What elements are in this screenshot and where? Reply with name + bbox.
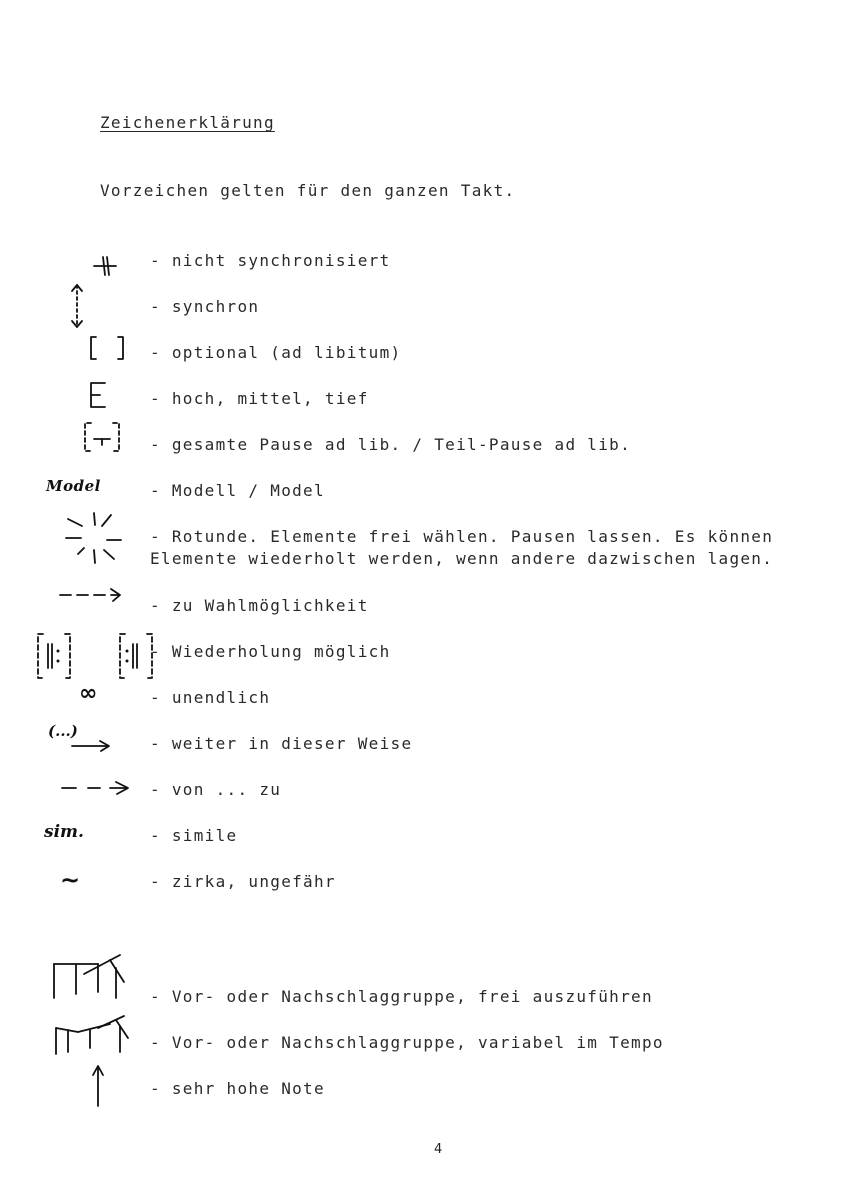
repeat-bracket-icon xyxy=(34,630,154,682)
intro-text: Vorzeichen gelten für den ganzen Takt. xyxy=(100,181,516,200)
grace-group-tempo-icon xyxy=(50,1016,132,1058)
up-arrow-icon xyxy=(90,1062,106,1110)
page-number: 4 xyxy=(434,1142,443,1157)
legend-text: - optional (ad libitum) xyxy=(150,343,402,362)
grace-group-free-icon xyxy=(48,956,128,1002)
legend-text: - zirka, ungefähr xyxy=(150,872,336,891)
legend-text: - gesamte Pause ad lib. / Teil-Pause ad lib. xyxy=(150,435,632,454)
legend-text: - Vor- oder Nachschlaggruppe, variabel im Tempo xyxy=(150,1033,664,1052)
legend-text: - Wiederholung möglich xyxy=(150,642,391,661)
simile-word-icon: sim. xyxy=(44,822,84,842)
legend-text-cont: Elemente wiederholt werden, wenn andere dazwischen lagen. xyxy=(150,549,774,568)
legend-text: - von ... zu xyxy=(150,780,282,799)
rotunde-icon xyxy=(64,510,124,566)
sync-arrow-icon xyxy=(70,282,84,330)
non-sync-cross-icon xyxy=(92,255,118,277)
infinity-icon: ∞ xyxy=(79,681,98,706)
bracket-icon xyxy=(88,333,128,363)
continue-arrow-icon xyxy=(70,738,112,752)
legend-text: - weiter in dieser Weise xyxy=(150,734,413,753)
e-range-icon xyxy=(88,381,108,409)
legend-text: - Rotunde. Elemente frei wählen. Pausen lassen. Es können xyxy=(150,527,774,546)
legend-text: - simile xyxy=(150,826,238,845)
legend-text: - unendlich xyxy=(150,688,271,707)
legend-text: - Modell / Model xyxy=(150,481,325,500)
legend-text: - zu Wahlmöglichkeit xyxy=(150,596,369,615)
legend-text: - Vor- oder Nachschlaggruppe, frei auszuführen xyxy=(150,987,653,1006)
legend-text: - sehr hohe Note xyxy=(150,1079,325,1098)
from-to-arrow-icon xyxy=(60,780,132,796)
dashed-arrow-icon xyxy=(58,586,124,602)
legend-text: - nicht synchronisiert xyxy=(150,251,391,270)
model-word-icon: Model xyxy=(46,477,101,495)
page-heading: Zeichenerklärung xyxy=(100,113,275,132)
pause-bracket-icon xyxy=(82,420,122,454)
tilde-icon: ~ xyxy=(60,866,81,894)
legend-text: - synchron xyxy=(150,297,260,316)
continue-ellipsis-icon: (...) xyxy=(48,722,78,740)
legend-text: - hoch, mittel, tief xyxy=(150,389,369,408)
